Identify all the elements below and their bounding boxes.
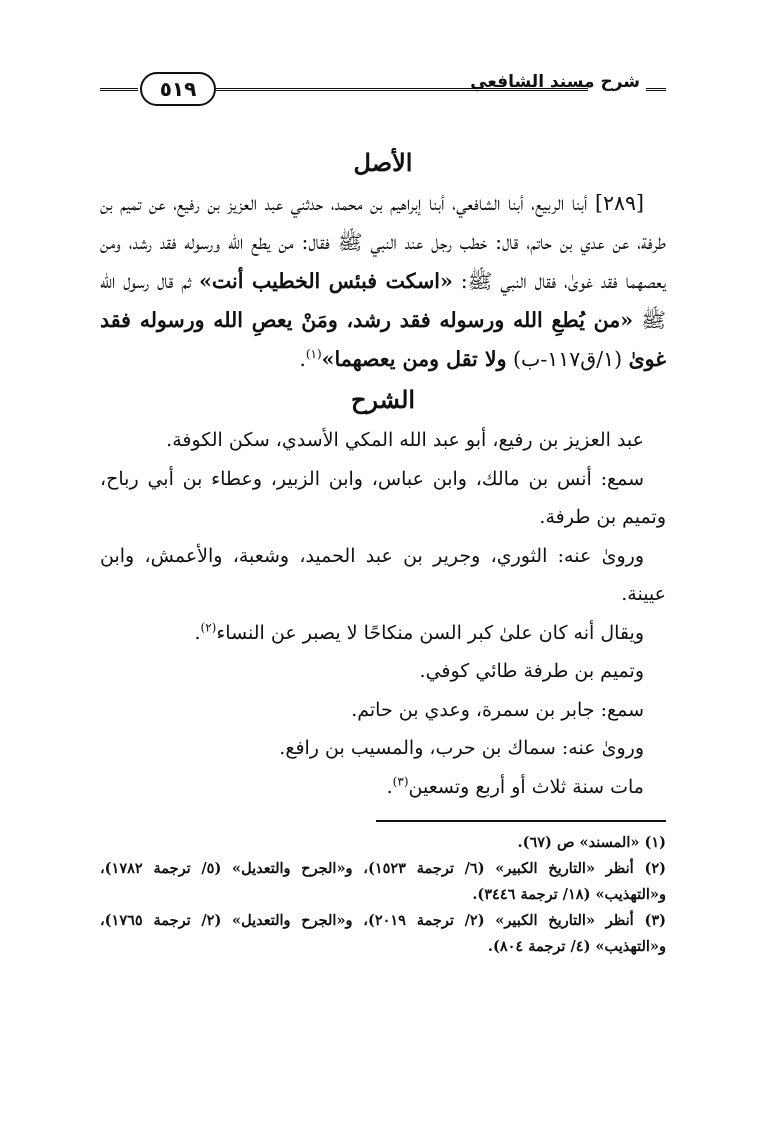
asl-text-2: ثم قال رسول الله ﷺ: [100, 269, 666, 332]
sharh-line-1: عبد العزيز بن رفيع، أبو عبد الله المكي الأسدي، سكن الكوفة.: [166, 429, 644, 451]
sharh-line-6: سمع: جابر بن سمرة، وعدي بن حاتم.: [351, 698, 644, 721]
footnote-ref-1: (١): [305, 347, 322, 362]
asl-text-1: [٢٨٩] أبنا الربيع، أبنا الشافعي، أبنا إبراهيم بن محمد، حدثني عبد العزيز بن رفيع، عن تميم بن طرفة، عن عدي بن حاتم، قال: خطب رجل عند النبي ﷺ فقال: من يطع الله ورسوله فقد رشد، ومن يعصهما فقد غوىٰ، فقال النبي ﷺ:: [100, 191, 666, 293]
footnote-3: (٣) أنظر «التاريخ الكبير» (٢/ ترجمة ٢٠١٩)، و«الجرح والتعديل» (٢/ ترجمة ١٧٦٥)، و«التهذيب» (٤/ ترجمة ٨٠٤).: [100, 912, 666, 955]
sharh-line-8-dot: .: [386, 775, 393, 798]
footnote-separator: [376, 820, 666, 822]
page-header: [100, 70, 666, 110]
sharh-line-8-text: مات سنة ثلاث أو أربع وتسعين: [408, 775, 644, 798]
asl-end: .: [299, 347, 306, 371]
asl-paragraph: [100, 184, 666, 379]
sharh-line-4: [100, 614, 666, 653]
asl-heading: الأصل: [353, 148, 413, 177]
running-title: شرح مسند الشافعي: [470, 72, 640, 92]
asl-quote-2: «من يُطعِ الله ورسوله فقد رشد، ومَنْ يعصِ الله ورسوله فقد غوىٰ: [100, 308, 666, 371]
footnote-ref-2: (٢): [200, 620, 217, 635]
sharh-line-7: وروىٰ عنه: سماك بن حرب، والمسيب بن رافع.: [279, 737, 644, 759]
sharh-line-4-dot: .: [194, 621, 201, 644]
footnote-1: (١) «المسند» ص (٦٧).: [517, 834, 666, 851]
page-number: ٥١٩: [140, 72, 216, 106]
sharh-line-3: وروىٰ عنه: الثوري، وجرير بن عبد الحميد، وشعبة، والأعمش، وابن عيينة.: [100, 544, 666, 605]
page-content: [100, 146, 666, 960]
sharh-line-2: سمع: أنس بن مالك، وابن عباس، وابن الزبير، وعطاء بن أبي رباح، وتميم بن طرفة.: [100, 467, 666, 528]
asl-quote-3: ولا تقل ومن يعصهما»: [321, 347, 507, 371]
footnote-ref-3: (٣): [392, 774, 409, 789]
footnote-2: (٢) أنظر «التاريخ الكبير» (٦/ ترجمة ١٥٢٣)، و«الجرح والتعديل» (٥/ ترجمة ١٧٨٢)، و«التهذيب» (١٨/ ترجمة ٣٤٤٦).: [100, 860, 666, 903]
sharh-heading: الشرح: [350, 385, 416, 414]
header-rule-right: [646, 88, 666, 91]
manuscript-ref: (١/ق١١٧-ب): [506, 347, 629, 371]
sharh-line-4-text: ويقال أنه كان علىٰ كبر السن منكاحًا لا يصبر عن النساء: [216, 621, 644, 644]
sharh-line-8: [100, 768, 666, 807]
header-rule-left: [100, 88, 138, 91]
sharh-line-5: وتميم بن طرفة طائي كوفي.: [419, 660, 644, 682]
asl-quote-1: «اسكت فبئس الخطيب أنت»: [199, 269, 453, 293]
